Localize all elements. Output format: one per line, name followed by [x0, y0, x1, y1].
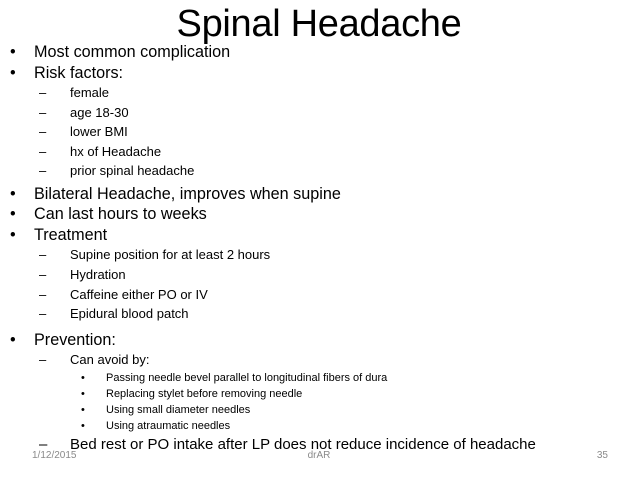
bullet-marker: • — [81, 371, 85, 384]
sub-text: Bed rest or PO intake after LP does not reduce incidence of headache — [70, 435, 536, 453]
sub-text: Supine position for at least 2 hours — [70, 247, 271, 263]
sub-text: Caffeine either PO or IV — [70, 286, 208, 302]
sub-text: prior spinal headache — [70, 163, 195, 179]
sub-sub-text: Using atraumatic needles — [106, 419, 231, 432]
dash-marker: – — [39, 124, 47, 140]
sub-item — [10, 103, 630, 123]
bullet-item — [10, 42, 630, 63]
bullet-marker: • — [10, 43, 16, 61]
bullet-item — [10, 225, 630, 246]
bullet-text: Bilateral Headache, improves when supine — [34, 184, 341, 203]
bullet-item — [10, 184, 630, 205]
dash-marker: – — [39, 247, 47, 263]
sub-item — [10, 265, 630, 285]
sub-item — [10, 83, 630, 103]
sub-sub-text: Replacing stylet before removing needle — [106, 387, 303, 400]
sub-item — [10, 122, 630, 142]
sub-text: female — [70, 85, 110, 100]
bullet-item — [10, 204, 630, 225]
sub-text: Hydration — [70, 267, 126, 283]
slide-content — [10, 42, 630, 456]
footer-author: drAR — [307, 450, 331, 461]
sub-text: Epidural blood patch — [70, 306, 189, 322]
bullet-marker: • — [10, 205, 16, 224]
bullet-text: Risk factors: — [34, 63, 124, 82]
bullet-marker: • — [81, 419, 85, 432]
sub-sub-item — [10, 370, 630, 386]
sub-sub-text: Using small diameter needles — [106, 403, 251, 416]
footer-page-number: 35 — [596, 450, 608, 461]
bullet-text: Prevention: — [34, 330, 116, 349]
dash-marker: – — [39, 286, 47, 302]
sub-item — [10, 350, 630, 370]
bullet-marker: • — [81, 387, 85, 400]
sub-text: hx of Headache — [70, 143, 162, 159]
sub-sub-item — [10, 386, 630, 402]
dash-marker: – — [39, 352, 47, 368]
footer-date: 1/12/2015 — [32, 450, 77, 461]
bullet-text: Can last hours to weeks — [34, 205, 207, 224]
bullet-marker: • — [10, 225, 16, 244]
slide-title: Spinal Headache — [176, 3, 462, 45]
sub-item — [10, 245, 630, 265]
bullet-item — [10, 330, 630, 351]
dash-marker: – — [39, 104, 47, 120]
sub-sub-item — [10, 402, 630, 418]
sub-text: Can avoid by: — [70, 352, 150, 368]
dash-marker: – — [39, 143, 47, 159]
dash-marker: – — [39, 267, 47, 283]
dash-marker: – — [39, 306, 47, 322]
dash-marker: – — [39, 163, 47, 179]
sub-item — [10, 142, 630, 162]
sub-item — [10, 304, 630, 324]
bullet-marker: • — [10, 184, 16, 203]
sub-text: age 18-30 — [70, 104, 129, 120]
bullet-marker: • — [10, 63, 16, 82]
bullet-marker: • — [10, 330, 16, 349]
sub-sub-item — [10, 418, 630, 434]
bullet-text: Most common complication — [34, 43, 231, 61]
sub-text: lower BMI — [70, 124, 128, 140]
dash-marker: – — [39, 435, 48, 453]
sub-item — [10, 285, 630, 305]
dash-marker: – — [39, 85, 47, 100]
bullet-text: Treatment — [34, 225, 108, 244]
bullet-item — [10, 63, 630, 84]
sub-item — [10, 161, 630, 181]
bullet-marker: • — [81, 403, 85, 416]
sub-sub-text: Passing needle bevel parallel to longitudinal fibers of dura — [106, 371, 388, 384]
